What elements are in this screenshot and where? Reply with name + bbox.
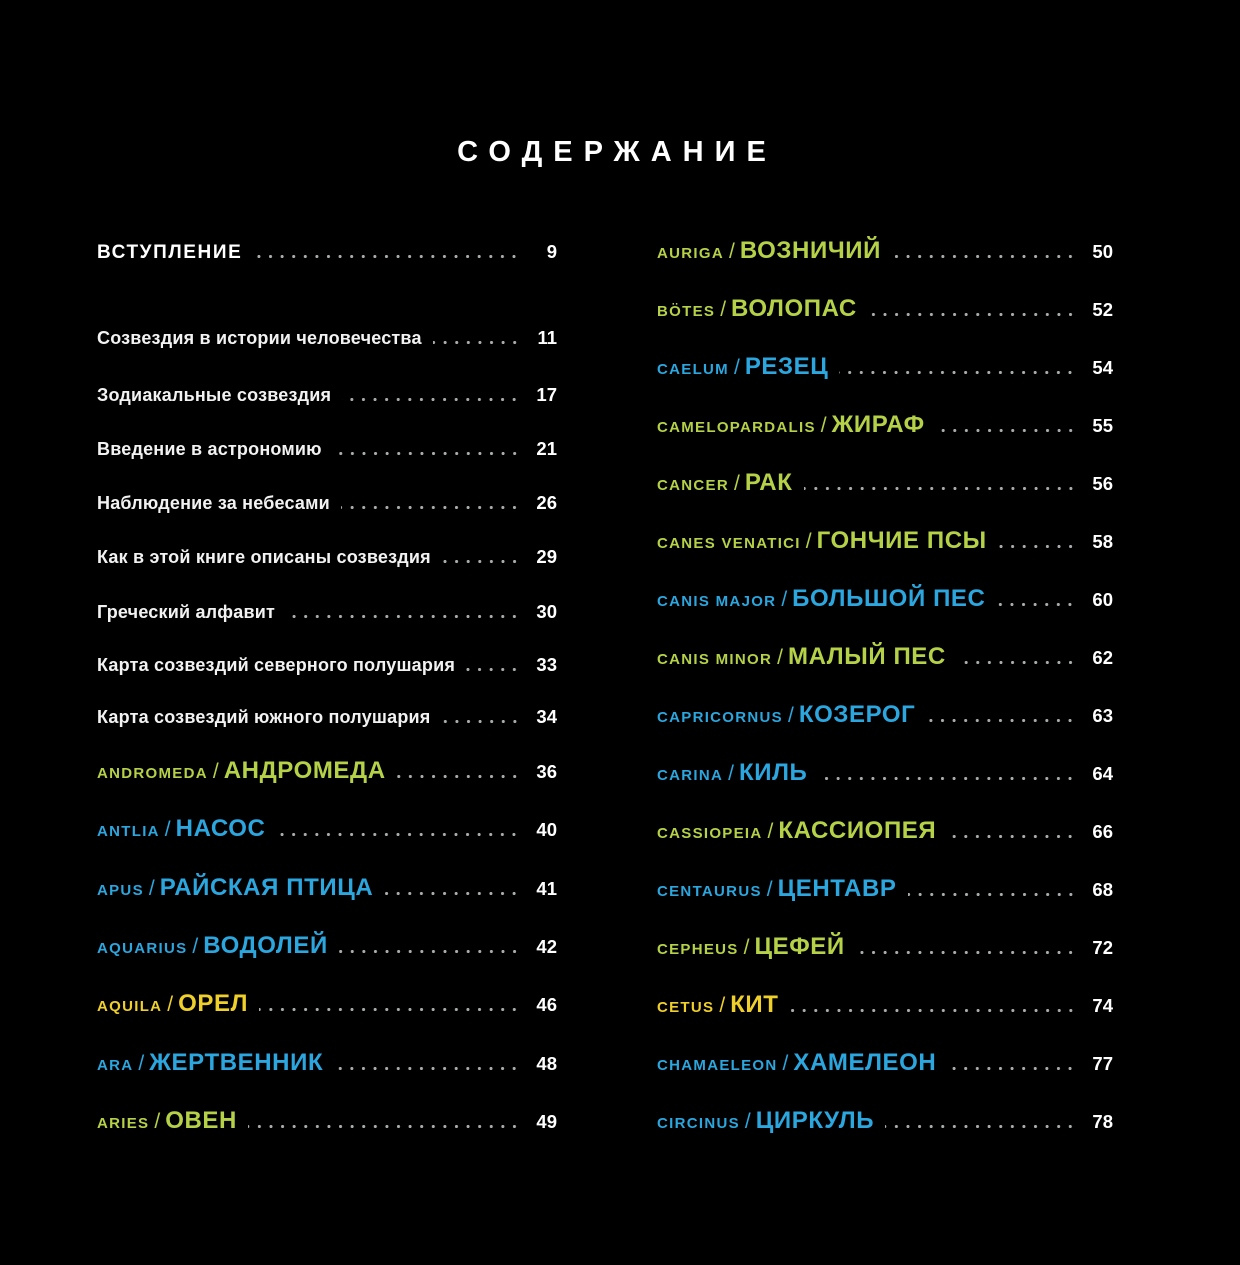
toc-entry: [97, 708, 557, 727]
separator-slash: /: [728, 762, 734, 785]
latin-name: CAELUM: [657, 361, 729, 378]
separator-slash: /: [148, 877, 155, 900]
toc-entry: [97, 992, 557, 1016]
dot-leader: [818, 777, 1080, 780]
russian-name: ВОЗНИЧИЙ: [739, 237, 881, 264]
separator-slash: /: [782, 1052, 789, 1075]
russian-name: РАЙСКАЯ ПТИЦА: [159, 874, 374, 901]
dot-leader: [248, 1125, 524, 1128]
page-number: 21: [536, 438, 557, 459]
dot-leader: [397, 775, 524, 778]
page-number: 17: [536, 384, 557, 405]
entry-label: Как в этой книге описаны созвездия: [97, 547, 431, 567]
dot-leader: [885, 1125, 1080, 1128]
russian-name: ЦЕНТАВР: [777, 875, 897, 902]
entry-label: Карта созвездий северного полушария: [97, 655, 456, 675]
toc-entry: [657, 297, 1113, 321]
separator-slash: /: [787, 704, 794, 727]
page-number: 34: [536, 706, 557, 727]
page-number: 46: [536, 994, 557, 1015]
page-number: 29: [536, 546, 557, 567]
latin-name: AURIGA: [657, 245, 724, 262]
russian-name: ОВЕН: [165, 1107, 237, 1134]
separator-slash: /: [820, 414, 827, 437]
page-number: 77: [1092, 1053, 1113, 1074]
russian-name: КАССИОПЕЯ: [778, 817, 937, 844]
russian-name: РЕЗЕЦ: [744, 353, 829, 380]
toc-entry: [97, 1051, 557, 1075]
page-title: СОДЕРЖАНИЕ: [457, 136, 777, 169]
latin-name: AQUARIUS: [97, 940, 188, 957]
dot-leader: [936, 429, 1080, 432]
separator-slash: /: [719, 994, 726, 1017]
page-number: 68: [1092, 879, 1113, 900]
latin-name: CANIS MAJOR: [657, 593, 777, 610]
dot-leader: [947, 1067, 1080, 1070]
russian-name: ХАМЕЛЕОН: [793, 1049, 937, 1076]
russian-name: ОРЕЛ: [178, 990, 249, 1017]
page-number: 50: [1092, 241, 1113, 262]
separator-slash: /: [744, 1110, 751, 1133]
toc-entry: [657, 413, 1113, 437]
toc-entry: [657, 703, 1113, 727]
page-number: 30: [536, 601, 557, 622]
separator-slash: /: [743, 936, 750, 959]
dot-leader: [998, 545, 1080, 548]
entry-label: Зодиакальные созвездия: [97, 385, 332, 405]
entry-label: [657, 645, 946, 669]
dot-leader: [286, 615, 524, 618]
toc-entry: [657, 529, 1113, 553]
dot-leader: [466, 668, 524, 671]
dot-leader: [947, 835, 1080, 838]
russian-name: КОЗЕРОГ: [798, 701, 916, 728]
page-number: 56: [1092, 473, 1113, 494]
page-number: 9: [546, 241, 557, 262]
latin-name: ANDROMEDA: [97, 765, 208, 782]
page-number: 33: [536, 654, 557, 675]
dot-leader: [996, 603, 1080, 606]
page-number: 62: [1092, 647, 1113, 668]
separator-slash: /: [212, 760, 219, 783]
entry-label: Наблюдение за небесами: [97, 493, 330, 513]
entry-label: [657, 355, 828, 379]
latin-name: CEPHEUS: [657, 941, 739, 958]
toc-entry: [97, 934, 557, 958]
latin-name: AQUILA: [97, 998, 163, 1015]
dot-leader: [442, 720, 525, 723]
dot-leader: [341, 506, 524, 509]
separator-slash: /: [138, 1052, 145, 1075]
latin-name: CAPRICORNUS: [657, 709, 783, 726]
toc-entry: [657, 645, 1113, 669]
dot-leader: [908, 893, 1080, 896]
separator-slash: /: [154, 1110, 161, 1133]
dot-leader: [433, 341, 524, 344]
entry-label: [657, 877, 897, 901]
separator-slash: /: [766, 878, 773, 901]
latin-name: CANIS MINOR: [657, 651, 773, 668]
dot-leader: [442, 560, 524, 563]
entry-label: [97, 992, 248, 1016]
toc-entry: [657, 355, 1113, 379]
dot-leader: [856, 951, 1080, 954]
russian-name: НАСОС: [175, 815, 266, 842]
russian-name: ЖИРАФ: [831, 411, 925, 438]
toc-entry: [657, 1109, 1113, 1133]
russian-name: АНДРОМЕДА: [223, 757, 386, 784]
entry-label: [97, 876, 373, 900]
toc-entry: [657, 935, 1113, 959]
entry-label: [657, 935, 845, 959]
dot-leader: [253, 255, 524, 258]
page-number: 60: [1092, 589, 1113, 610]
toc-entry: [97, 759, 557, 783]
latin-name: ANTLIA: [97, 823, 160, 840]
entry-label: [97, 1051, 323, 1075]
entry-label: [657, 819, 936, 843]
russian-name: ГОНЧИЕ ПСЫ: [816, 527, 987, 554]
toc-entry: [97, 1109, 557, 1133]
toc-entry: [657, 993, 1113, 1017]
toc-entry: [97, 494, 557, 513]
entry-label: ВСТУПЛЕНИЕ: [97, 242, 243, 263]
latin-name: CAMELOPARDALIS: [657, 419, 816, 436]
latin-name: ARA: [97, 1057, 134, 1074]
russian-name: КИЛЬ: [738, 759, 808, 786]
dot-leader: [957, 661, 1080, 664]
entry-label: [657, 413, 925, 437]
entry-label: [97, 817, 265, 841]
entry-label: [657, 529, 987, 553]
latin-name: APUS: [97, 882, 144, 899]
russian-name: БОЛЬШОЙ ПЕС: [792, 585, 986, 612]
separator-slash: /: [777, 646, 783, 669]
latin-name: CANES VENATICI: [657, 535, 801, 552]
entry-label: Созвездия в истории человечества: [97, 328, 422, 348]
entry-label: [657, 1051, 936, 1075]
page-number: 58: [1092, 531, 1113, 552]
entry-label: Греческий алфавит: [97, 602, 276, 622]
page-number: 74: [1092, 995, 1113, 1016]
toc-entry: [657, 1051, 1113, 1075]
entry-label: [657, 703, 915, 727]
latin-name: CENTAURUS: [657, 883, 762, 900]
toc-right-column: [657, 0, 1113, 1265]
toc-entry: [657, 877, 1113, 901]
russian-name: ЦЕФЕЙ: [754, 933, 845, 960]
latin-name: CASSIOPEIA: [657, 825, 763, 842]
dot-leader: [868, 313, 1080, 316]
toc-left-column: [97, 0, 557, 1265]
entry-label: [97, 1109, 237, 1133]
toc-entry: [97, 548, 557, 567]
separator-slash: /: [733, 472, 740, 495]
separator-slash: /: [728, 240, 735, 263]
page-number: 64: [1092, 763, 1113, 784]
toc-entry: [657, 587, 1113, 611]
dot-leader: [334, 1067, 524, 1070]
page-number: 40: [536, 819, 557, 840]
page-number: 54: [1092, 357, 1113, 378]
entry-label: [657, 1109, 874, 1133]
toc-entry: [97, 386, 557, 405]
russian-name: ВОДОЛЕЙ: [203, 932, 328, 959]
page-number: 42: [536, 936, 557, 957]
page-number: 48: [536, 1053, 557, 1074]
toc-entry: [97, 656, 557, 675]
entry-label: [657, 587, 985, 611]
dot-leader: [259, 1008, 524, 1011]
entry-label: [97, 759, 386, 783]
dot-leader: [384, 892, 524, 895]
separator-slash: /: [192, 935, 199, 958]
separator-slash: /: [164, 818, 171, 841]
entry-label: [657, 471, 793, 495]
latin-name: CANCER: [657, 477, 729, 494]
latin-name: BÖTES: [657, 303, 716, 320]
dot-leader: [790, 1009, 1080, 1012]
toc-entry: [97, 440, 557, 459]
russian-name: ЖЕРТВЕННИК: [149, 1049, 324, 1076]
toc-entry: [97, 817, 557, 841]
latin-name: CHAMAELEON: [657, 1057, 778, 1074]
latin-name: CETUS: [657, 999, 715, 1016]
separator-slash: /: [805, 530, 812, 553]
page-number: 41: [536, 878, 557, 899]
russian-name: ВОЛОПАС: [731, 295, 857, 322]
separator-slash: /: [167, 993, 174, 1016]
entry-label: Введение в астрономию: [97, 439, 322, 459]
russian-name: КИТ: [730, 991, 779, 1018]
russian-name: МАЛЫЙ ПЕС: [787, 643, 946, 670]
dot-leader: [839, 371, 1080, 374]
dot-leader: [339, 950, 524, 953]
page-number: 72: [1092, 937, 1113, 958]
toc-entry: [97, 243, 557, 262]
latin-name: CARINA: [657, 767, 724, 784]
entry-label: [657, 761, 807, 785]
separator-slash: /: [767, 820, 774, 843]
dot-leader: [926, 719, 1080, 722]
page-number: 66: [1092, 821, 1113, 842]
page-number: 78: [1092, 1111, 1113, 1132]
toc-entry: [657, 761, 1113, 785]
dot-leader: [333, 452, 524, 455]
page-number: 11: [537, 327, 557, 348]
russian-name: РАК: [744, 469, 793, 496]
entry-label: [657, 239, 881, 263]
page-number: 52: [1092, 299, 1113, 320]
dot-leader: [892, 255, 1080, 258]
page-number: 63: [1092, 705, 1113, 726]
page-number: 49: [536, 1111, 557, 1132]
entry-label: Карта созвездий южного полушария: [97, 707, 431, 727]
toc-entry: [97, 329, 557, 348]
separator-slash: /: [720, 298, 727, 321]
latin-name: ARIES: [97, 1115, 150, 1132]
toc-entry: [657, 239, 1113, 263]
page-number: 36: [536, 761, 557, 782]
latin-name: CIRCINUS: [657, 1115, 740, 1132]
toc-entry: [97, 876, 557, 900]
entry-label: [657, 993, 779, 1017]
page-number: 26: [536, 492, 557, 513]
separator-slash: /: [781, 588, 788, 611]
dot-leader: [276, 833, 524, 836]
russian-name: ЦИРКУЛЬ: [755, 1107, 875, 1134]
toc-entry: [97, 603, 557, 622]
separator-slash: /: [733, 356, 740, 379]
entry-label: [657, 297, 857, 321]
entry-label: [97, 934, 328, 958]
page-number: 55: [1092, 415, 1113, 436]
dot-leader: [804, 487, 1081, 490]
toc-entry: [657, 819, 1113, 843]
dot-leader: [342, 398, 524, 401]
toc-entry: [657, 471, 1113, 495]
